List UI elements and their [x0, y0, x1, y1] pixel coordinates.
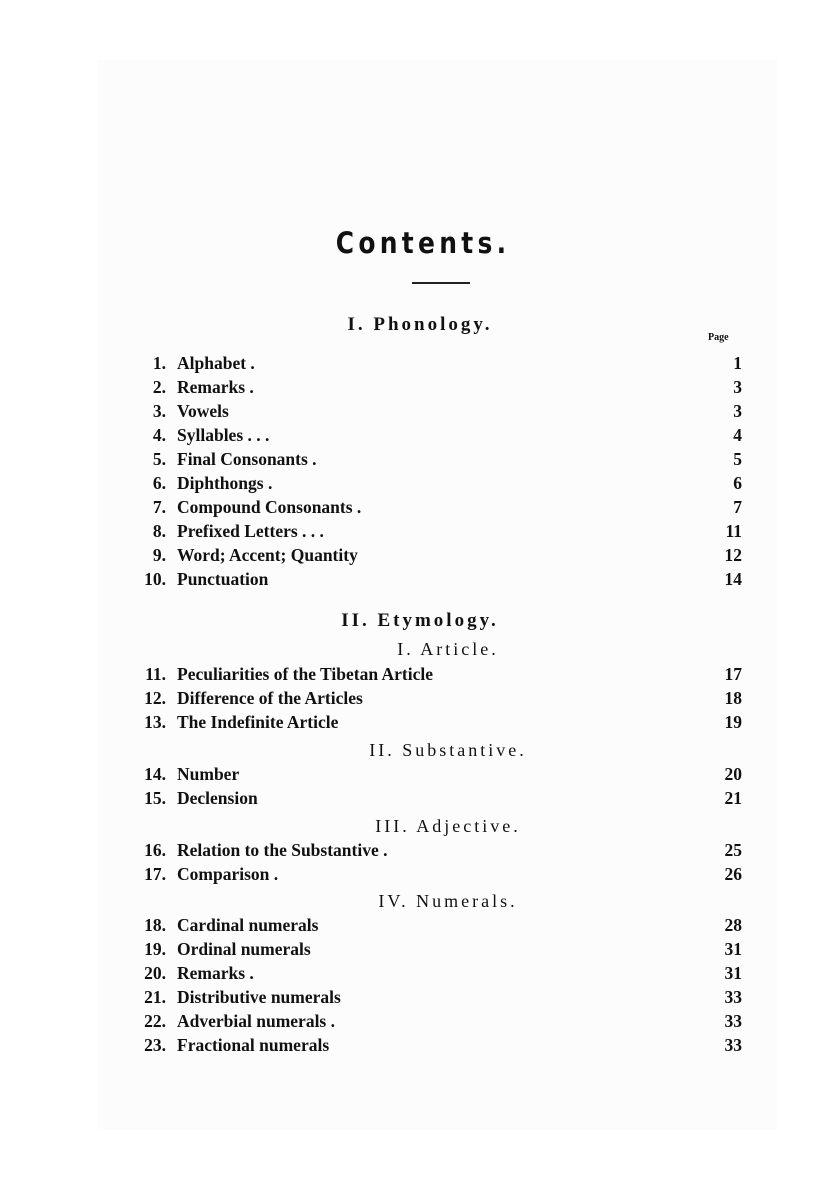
toc-entry[interactable]	[0, 425, 840, 449]
entry-label: Syllables . . .	[177, 425, 270, 445]
entry-page: 31	[724, 963, 742, 983]
entry-label: Prefixed Letters . . .	[177, 521, 324, 541]
toc-entry[interactable]	[0, 1035, 840, 1059]
entry-page: 26	[724, 864, 742, 884]
toc-entry[interactable]	[0, 963, 840, 987]
entry-page: 7	[733, 497, 742, 517]
entry-number: 22.	[144, 1011, 166, 1031]
entry-label: Adverbial numerals .	[177, 1011, 335, 1031]
entry-label: Remarks .	[177, 963, 254, 983]
toc-entry[interactable]	[0, 764, 840, 788]
page-column-header: Page	[708, 332, 729, 343]
entry-number: 20.	[144, 963, 166, 983]
entry-label: Diphthongs .	[177, 473, 273, 493]
entry-page: 4	[733, 425, 742, 445]
entry-label: Word; Accent; Quantity	[177, 545, 358, 565]
toc-entry[interactable]	[0, 939, 840, 963]
toc-entry[interactable]	[0, 521, 840, 545]
entry-number: 17.	[144, 864, 166, 884]
entry-page: 17	[724, 664, 742, 684]
title-divider	[412, 282, 470, 284]
entry-label: Cardinal numerals	[177, 915, 319, 935]
entry-label: Number	[177, 764, 240, 784]
entry-number: 6.	[152, 473, 166, 493]
toc-entry[interactable]	[0, 664, 840, 688]
entry-label: Remarks .	[177, 377, 254, 397]
toc-entry[interactable]	[0, 864, 840, 888]
entry-page: 28	[724, 915, 742, 935]
entry-number: 19.	[144, 939, 166, 959]
entry-number: 1.	[152, 353, 166, 373]
entry-number: 15.	[144, 788, 166, 808]
entry-number: 7.	[152, 497, 166, 517]
entry-number: 16.	[144, 840, 166, 860]
entry-page: 20	[724, 764, 742, 784]
entry-label: Comparison .	[177, 864, 279, 884]
entry-number: 23.	[144, 1035, 166, 1055]
entry-number: 8.	[152, 521, 166, 541]
entry-number: 13.	[144, 712, 166, 732]
part-heading-phonology: I. Phonology.	[347, 314, 493, 335]
entry-label: Declension	[177, 788, 258, 808]
entry-number: 21.	[144, 987, 166, 1007]
toc-entry[interactable]	[0, 712, 840, 736]
page-title: Contents.	[335, 226, 511, 260]
entry-number: 18.	[144, 915, 166, 935]
entry-page: 31	[724, 939, 742, 959]
entry-page: 33	[724, 987, 742, 1007]
entry-label: Peculiarities of the Tibetan Article	[177, 664, 433, 684]
section-heading-adjective: III. Adjective.	[375, 816, 521, 836]
entry-label: Relation to the Substantive .	[177, 840, 388, 860]
toc-entry[interactable]	[0, 401, 840, 425]
entry-number: 14.	[144, 764, 166, 784]
entry-label: Fractional numerals	[177, 1035, 330, 1055]
toc-entry[interactable]	[0, 377, 840, 401]
entry-page: 19	[724, 712, 742, 732]
entry-label: Final Consonants .	[177, 449, 317, 469]
toc-entry[interactable]	[0, 688, 840, 712]
entry-label: Alphabet .	[177, 353, 255, 373]
entry-label: Ordinal numerals	[177, 939, 311, 959]
toc-entry[interactable]	[0, 353, 840, 377]
entry-number: 5.	[152, 449, 166, 469]
entry-page: 18	[724, 688, 742, 708]
entry-label: Difference of the Articles	[177, 688, 363, 708]
toc-entry[interactable]	[0, 473, 840, 497]
entry-page: 14	[724, 569, 742, 589]
section-heading-article: I. Article.	[397, 639, 499, 659]
entry-number: 12.	[144, 688, 166, 708]
toc-entry[interactable]	[0, 569, 840, 593]
section-heading-numerals: IV. Numerals.	[378, 891, 518, 911]
toc-entry[interactable]	[0, 1011, 840, 1035]
entry-page: 6	[733, 473, 742, 493]
entry-number: 3.	[152, 401, 166, 421]
toc-entry[interactable]	[0, 840, 840, 864]
entry-label: Punctuation	[177, 569, 269, 589]
entry-number: 11.	[145, 664, 166, 684]
entry-number: 4.	[152, 425, 166, 445]
toc-entry[interactable]	[0, 788, 840, 812]
entry-number: 9.	[152, 545, 166, 565]
entry-page: 3	[733, 401, 742, 421]
entry-label: The Indefinite Article	[177, 712, 339, 732]
entry-page: 12	[724, 545, 742, 565]
entry-page: 33	[724, 1011, 742, 1031]
toc-entry[interactable]	[0, 987, 840, 1011]
part-heading-etymology: II. Etymology.	[341, 610, 499, 631]
entry-label: Vowels	[177, 401, 229, 421]
entry-page: 21	[724, 788, 742, 808]
entry-page: 1	[733, 353, 742, 373]
entry-number: 2.	[152, 377, 166, 397]
entry-label: Compound Consonants .	[177, 497, 362, 517]
entry-page: 11	[725, 521, 742, 541]
entry-label: Distributive numerals	[177, 987, 341, 1007]
toc-entry[interactable]	[0, 545, 840, 569]
entry-page: 3	[733, 377, 742, 397]
entry-page: 25	[724, 840, 742, 860]
toc-entry[interactable]	[0, 449, 840, 473]
entry-number: 10.	[144, 569, 166, 589]
toc-entry[interactable]	[0, 497, 840, 521]
entry-page: 5	[733, 449, 742, 469]
section-heading-substantive: II. Substantive.	[369, 740, 527, 760]
toc-entry[interactable]	[0, 915, 840, 939]
entry-page: 33	[724, 1035, 742, 1055]
